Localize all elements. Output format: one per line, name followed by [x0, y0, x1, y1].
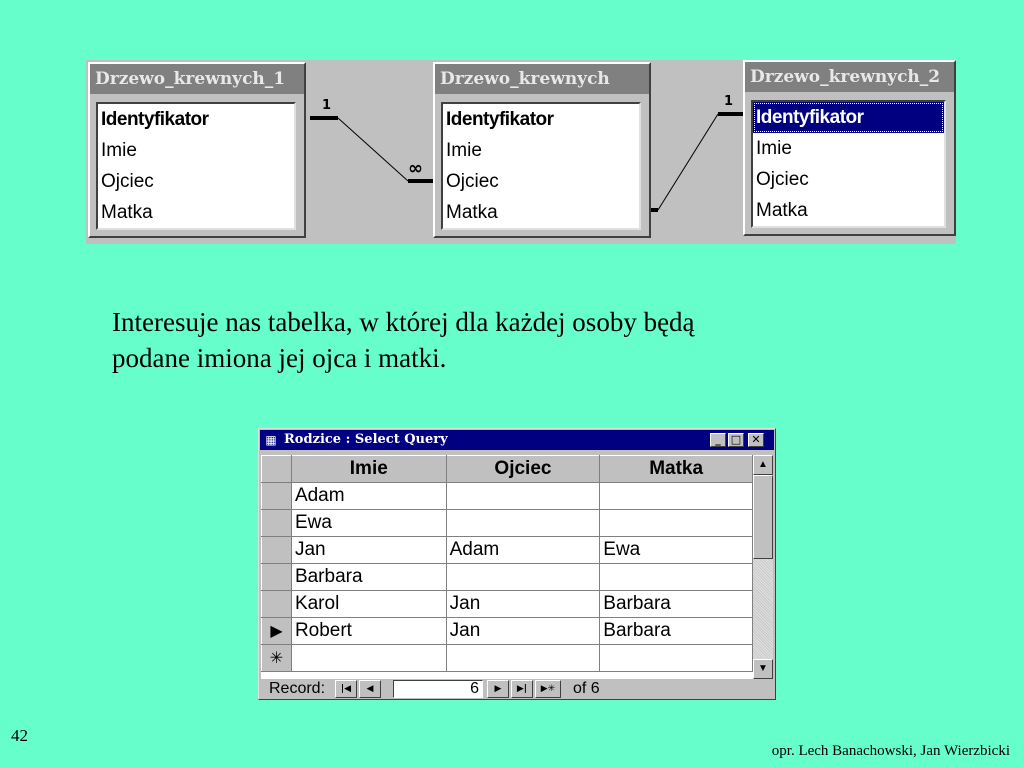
- cell-matka[interactable]: Barbara: [600, 591, 753, 618]
- field-identyfikator[interactable]: Identyfikator: [446, 109, 554, 130]
- field-imie[interactable]: Imie: [756, 138, 792, 159]
- caption-line: Interesuje nas tabelka, w której dla każdej osoby będą: [112, 307, 695, 337]
- field-list: [96, 102, 296, 230]
- cell-matka[interactable]: [600, 645, 753, 672]
- cell-imie[interactable]: Robert: [291, 618, 446, 645]
- record-selector[interactable]: [262, 510, 292, 537]
- table-row-current: [262, 618, 753, 645]
- table-row: [262, 591, 753, 618]
- cell-ojciec[interactable]: [446, 645, 600, 672]
- previous-record-icon[interactable]: ◀: [359, 680, 381, 698]
- caption-line: podane imiona jej ojca i matki.: [112, 343, 447, 373]
- scroll-down-icon[interactable]: ▼: [753, 659, 773, 679]
- record-selector[interactable]: [262, 483, 292, 510]
- cell-imie[interactable]: Jan: [291, 537, 446, 564]
- table-box-drzewo-krewnych-1[interactable]: [88, 62, 306, 238]
- cell-ojciec[interactable]: [446, 483, 600, 510]
- select-all-button[interactable]: [262, 456, 292, 483]
- slide-caption: [112, 304, 912, 376]
- cell-matka[interactable]: Ewa: [600, 537, 753, 564]
- field-matka[interactable]: Matka: [756, 200, 808, 221]
- cell-imie[interactable]: [291, 645, 446, 672]
- relationships-diagram: [86, 60, 956, 244]
- relation-one-label: 1: [322, 98, 332, 113]
- cell-ojciec[interactable]: Jan: [446, 591, 600, 618]
- new-record-row: [262, 645, 753, 672]
- cell-imie[interactable]: Adam: [291, 483, 446, 510]
- first-record-icon[interactable]: |◀: [335, 680, 357, 698]
- cell-ojciec[interactable]: [446, 564, 600, 591]
- scroll-up-icon[interactable]: ▲: [753, 455, 773, 475]
- field-list: [751, 100, 946, 228]
- record-number-input[interactable]: 6: [393, 680, 483, 698]
- record-navigation-bar: [261, 679, 773, 699]
- minimize-button[interactable]: _: [710, 433, 726, 447]
- table-box-title[interactable]: Drzewo_krewnych_2: [745, 62, 954, 92]
- new-record-icon[interactable]: ✳: [262, 645, 292, 672]
- field-matka[interactable]: Matka: [101, 202, 153, 223]
- table-box-title[interactable]: Drzewo_krewnych: [435, 64, 649, 94]
- field-imie[interactable]: Imie: [446, 140, 482, 161]
- cell-imie[interactable]: Ewa: [291, 510, 446, 537]
- field-matka[interactable]: Matka: [446, 202, 498, 223]
- cell-ojciec[interactable]: Jan: [446, 618, 600, 645]
- maximize-button[interactable]: □: [728, 433, 744, 447]
- query-icon: ▦: [265, 433, 277, 447]
- relation-line: [658, 114, 718, 210]
- relation-many-label: ∞: [408, 158, 423, 179]
- window-title: Rodzice : Select Query: [284, 432, 448, 447]
- page-number: 42: [11, 726, 28, 745]
- next-record-icon[interactable]: ▶: [487, 680, 509, 698]
- field-identyfikator[interactable]: Identyfikator: [101, 109, 209, 130]
- record-selector[interactable]: [262, 537, 292, 564]
- current-record-arrow-icon[interactable]: ▶: [262, 618, 292, 645]
- table-box-drzewo-krewnych-2[interactable]: [743, 60, 956, 236]
- new-record-nav-icon[interactable]: ▶✳: [535, 680, 561, 698]
- table-box-drzewo-krewnych[interactable]: [433, 62, 651, 238]
- datasheet-grid: [261, 455, 753, 679]
- last-record-icon[interactable]: ▶|: [511, 680, 533, 698]
- column-header-matka[interactable]: Matka: [600, 456, 753, 483]
- cell-ojciec[interactable]: [446, 510, 600, 537]
- table-row: [262, 483, 753, 510]
- field-ojciec[interactable]: Ojciec: [101, 171, 154, 192]
- record-count: of 6: [573, 680, 600, 697]
- cell-imie[interactable]: Barbara: [291, 564, 446, 591]
- cell-imie[interactable]: Karol: [291, 591, 446, 618]
- cell-ojciec[interactable]: Adam: [446, 537, 600, 564]
- table-box-title[interactable]: Drzewo_krewnych_1: [90, 64, 304, 94]
- record-selector[interactable]: [262, 564, 292, 591]
- close-button[interactable]: ✕: [748, 433, 764, 447]
- table-row: [262, 510, 753, 537]
- vertical-scrollbar[interactable]: [753, 455, 773, 679]
- record-label: Record:: [269, 680, 326, 697]
- slide-footer: opr. Lech Banachowski, Jan Wierzbicki: [771, 743, 1010, 759]
- scroll-thumb[interactable]: [753, 475, 773, 559]
- relation-line: [338, 118, 408, 181]
- field-list: [441, 102, 641, 230]
- column-header-ojciec[interactable]: Ojciec: [446, 456, 600, 483]
- field-identyfikator-selected[interactable]: Identyfikator: [753, 102, 944, 133]
- field-imie[interactable]: Imie: [101, 140, 137, 161]
- table-row: [262, 564, 753, 591]
- record-selector[interactable]: [262, 591, 292, 618]
- cell-matka[interactable]: [600, 510, 753, 537]
- select-query-window: [258, 428, 776, 700]
- cell-matka[interactable]: [600, 564, 753, 591]
- field-ojciec[interactable]: Ojciec: [756, 169, 809, 190]
- window-title-bar[interactable]: [260, 430, 774, 450]
- relation-one-label: 1: [724, 94, 734, 109]
- field-ojciec[interactable]: Ojciec: [446, 171, 499, 192]
- table-row: [262, 537, 753, 564]
- column-header-imie[interactable]: Imie: [291, 456, 446, 483]
- cell-matka[interactable]: Barbara: [600, 618, 753, 645]
- cell-matka[interactable]: [600, 483, 753, 510]
- header-row: [262, 456, 753, 483]
